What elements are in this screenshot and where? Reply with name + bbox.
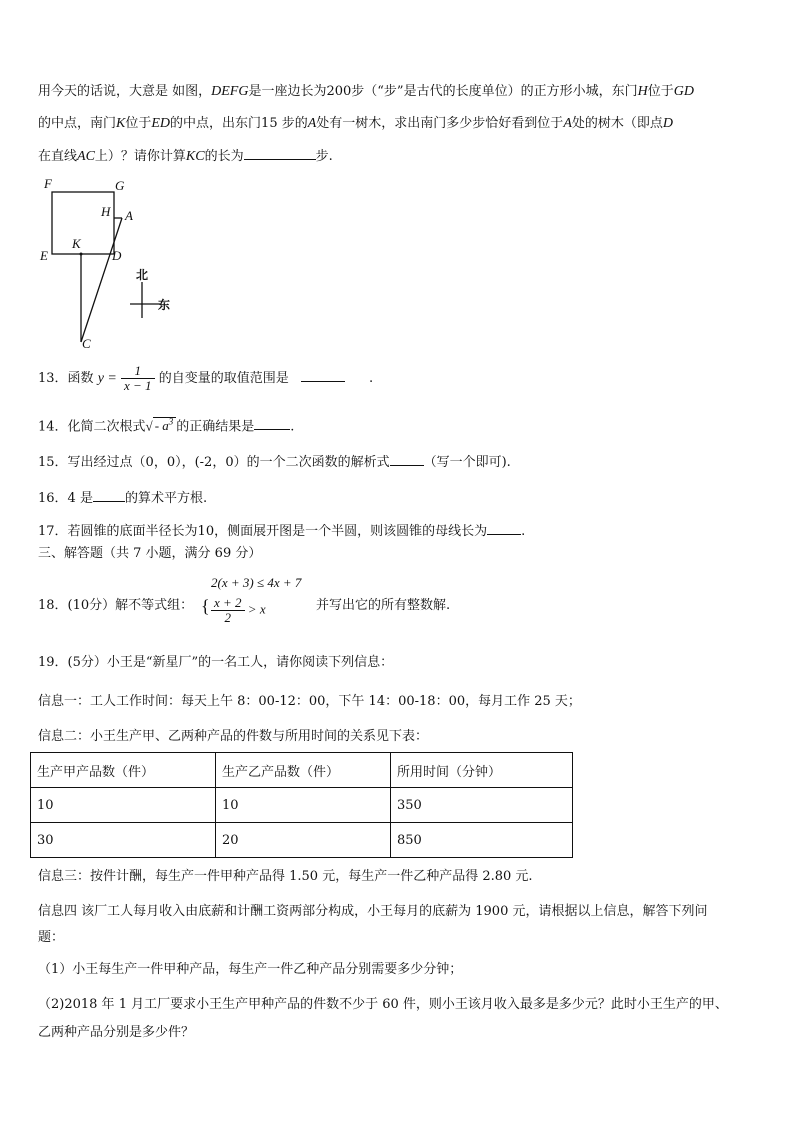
q17-text: . [521, 524, 526, 539]
q17 [38, 520, 764, 542]
production-table [30, 752, 573, 858]
q15-text: 15．写出经过点（0，0），(-2，0）的一个二次函数的解析式 [38, 455, 390, 470]
q16-text: 16．4 是 [38, 491, 93, 506]
frac-numerator: x + 2 [211, 596, 245, 611]
q19-part-1: （1）小王每生产一件甲种产品，每生产一件乙种产品分别需要多少分钟； [38, 962, 463, 977]
ineq2-relation: > x [247, 601, 266, 617]
q12-var: KC [185, 149, 205, 164]
system-brace: { [201, 596, 210, 616]
q12-text: 位于 [647, 84, 674, 99]
label-h: H [101, 204, 111, 219]
q17-text: 17．若圆锥的底面半径长为10，侧面展开图是一个半圆，则该圆锥的母线长为 [38, 524, 488, 539]
q15 [38, 451, 764, 473]
exponent: 3 [168, 417, 174, 427]
table-cell: 10 [31, 788, 216, 823]
label-k: K [72, 236, 81, 251]
q12-text: 在直线 [38, 149, 78, 164]
ineq2-fraction [211, 596, 245, 625]
radicand: - a [154, 418, 169, 434]
q12-text: 的中点，南门 [38, 116, 117, 131]
q12-text: 位于 [125, 116, 152, 131]
q12-text: 上）？请你计算 [94, 149, 186, 164]
q12-var: D [662, 116, 674, 131]
q16 [38, 487, 764, 509]
q12-var: AC [77, 149, 95, 164]
q19-info-3: 信息三：按件计酬，每生产一件甲种产品得 1.50 元，每生产一件乙种产品得 2.80 元. [38, 869, 533, 884]
q12-text: 的中点，出东门15 步的 [170, 116, 308, 131]
q19-part-2-cont: 乙两种产品分别是多少件？ [38, 1025, 195, 1040]
q19-info-2: 信息二：小王生产甲、乙两种产品的件数与所用时间的关系见下表： [38, 729, 429, 744]
q14 [38, 410, 764, 439]
compass-east: 东 [158, 298, 171, 312]
q13-tail: . [368, 371, 374, 386]
label-a: A [125, 208, 133, 223]
q12-text: 处有一树木，求出南门多少步恰好看到位于 [316, 116, 564, 131]
table-row [31, 788, 573, 823]
compass-north: 北 [136, 268, 149, 282]
q12-var: H [637, 84, 648, 99]
q14-text: 的正确结果是 [176, 419, 255, 435]
label-d: D [112, 248, 122, 263]
q12-line-1 [38, 82, 764, 102]
table-cell: 350 [391, 788, 573, 823]
table-cell: 850 [391, 823, 573, 858]
answer-blank[interactable] [244, 145, 316, 160]
q14-label: 14．化简二次根式 [38, 419, 146, 435]
q16-text: 的算术平方根. [124, 491, 208, 506]
table-cell: 10 [216, 788, 391, 823]
q18-text: 18．(10分）解不等式组： [38, 598, 194, 613]
q13-text: 的自变量的取值范围是 [158, 371, 289, 386]
table-cell: 30 [31, 823, 216, 858]
line-ac [81, 218, 122, 342]
q12-text: 是一座边长为200步（“步”是古代的长度单位）的正方形小城，东门 [248, 84, 638, 99]
q12-var: A [563, 116, 572, 131]
compass-cross [130, 282, 160, 318]
table-row [31, 823, 573, 858]
q13-label: 13．函数 [38, 371, 94, 386]
label-e: E [40, 248, 48, 263]
inequality-1: 2(x + 3) ≤ 4x + 7 [211, 575, 302, 590]
q14-radical: √ - $a^3$ [146, 410, 177, 438]
q19-info-4-cont: 题： [38, 930, 65, 945]
q12-var: DEFG [211, 84, 249, 99]
q12-var: ED [151, 116, 171, 131]
q12-var: GD [673, 84, 694, 99]
q13-fraction [121, 364, 155, 393]
q19-info-4: 信息四 该厂工人每月收入由底薪和计酬工资两部分构成，小王每月的底薪为 1900 元，请根据以上信息，解答下列问 [38, 904, 708, 919]
q15-tail: （写一个即可). [423, 455, 511, 470]
section-heading: 三、解答题（共 7 小题，满分 69 分） [38, 546, 262, 561]
point-k [80, 253, 83, 256]
square-defg [52, 192, 114, 254]
q19-part-2: （2)2018 年 1 月工厂要求小王生产甲种产品的件数不少于 60 件，则小王该月收入最多是多少元？此时小王生产的甲、 [38, 997, 728, 1012]
answer-blank[interactable] [93, 487, 125, 502]
q12-var: A [307, 116, 317, 131]
q12-text: 用今天的话说，大意是 如图， [38, 84, 212, 99]
q14-tail: . [290, 419, 295, 435]
q12-text: 步. [315, 149, 333, 164]
figure-lines [52, 192, 122, 342]
q12-line-3 [38, 145, 764, 167]
q12-text: 处的树木（即点 [571, 116, 663, 131]
inequality-2 [211, 596, 266, 625]
table-cell: 20 [216, 823, 391, 858]
q13 [38, 364, 764, 394]
table-header: 所用时间（分钟） [391, 753, 573, 788]
q19-intro: 19．(5分）小王是“新星厂”的一名工人，请你阅读下列信息： [38, 655, 394, 670]
table-header-row [31, 753, 573, 788]
answer-blank[interactable] [254, 415, 290, 430]
table-header: 生产甲产品数（件） [31, 753, 216, 788]
inequality-system [201, 574, 315, 638]
label-f: F [44, 176, 52, 191]
frac-denominator: 2 [224, 610, 232, 625]
q12-text: 的长为 [204, 149, 244, 164]
answer-blank[interactable] [390, 451, 424, 466]
q18-tail: 并写出它的所有整数解. [316, 598, 451, 613]
frac-numerator: 1 [121, 364, 155, 379]
frac-denominator: x − 1 [124, 378, 152, 393]
label-g: G [115, 178, 125, 193]
q12-line-2 [38, 114, 764, 134]
q12-figure [30, 172, 190, 352]
q13-y: y = [97, 371, 117, 386]
q12-var: K [116, 116, 126, 131]
table-header: 生产乙产品数（件） [216, 753, 391, 788]
answer-blank[interactable] [301, 367, 345, 382]
q19-info-1: 信息一：工人工作时间：每天上午 8：00-12：00，下午 14：00-18：00，每月工作 25 天； [38, 694, 581, 709]
answer-blank[interactable] [487, 520, 521, 535]
label-c: C [82, 336, 91, 351]
